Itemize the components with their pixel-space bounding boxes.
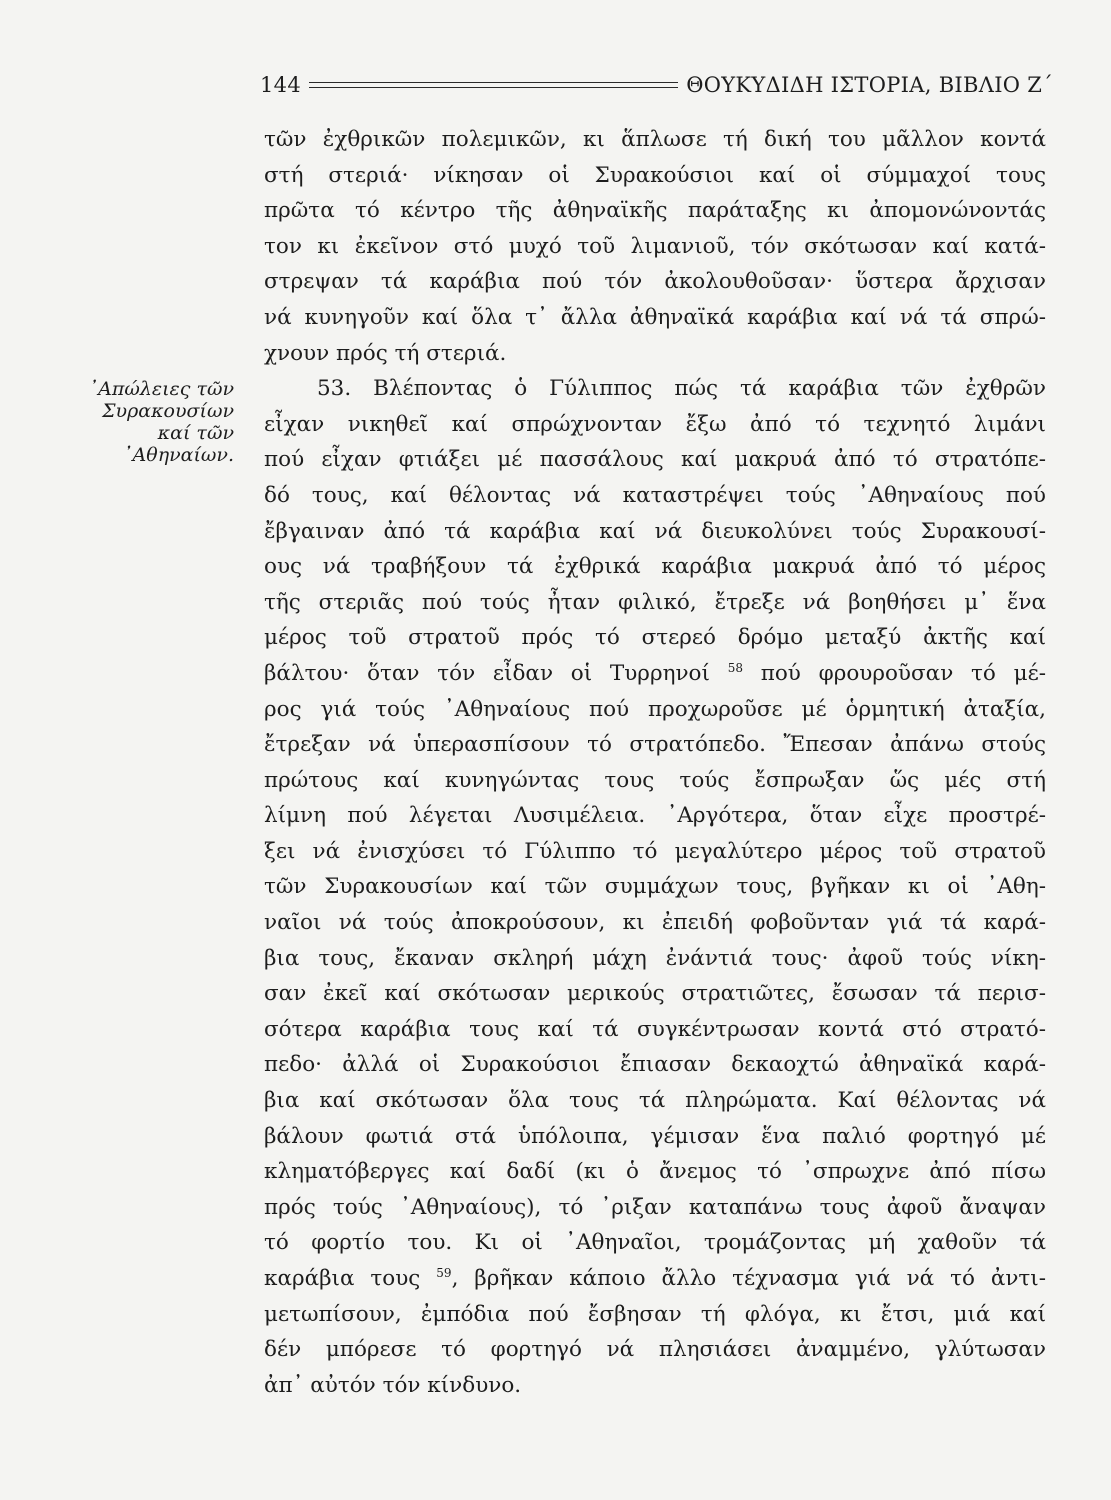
text-line: κληματόβεργες καί δαδί (κι ὁ ἄνεμος τό ᾽σπρωχνε ἀπό πίσω <box>264 1159 1046 1185</box>
text-line: ἔτρεξαν νά ὑπερασπίσουν τό στρατόπεδο. Ἔπεσαν ἀπάνω στούς <box>264 732 1046 758</box>
text-segment: καράβια τους <box>264 1266 421 1291</box>
text-line: πεδο· ἀλλά οἱ Συρακούσιοι ἔπιασαν δεκαοχτώ ἀθηναϊκά καρά- <box>264 1052 1046 1078</box>
text-line: ους νά τραβήξουν τά ἐχθρικά καράβια μακρυά ἀπό τό μέρος <box>264 554 1046 580</box>
text-line: τό φορτίο του. Κι οἱ ᾽Αθηναῖοι, τρομάζοντας μή χαθοῦν τά <box>264 1230 1046 1256</box>
text-line: πρῶτα τό κέντρο τῆς ἀθηναϊκῆς παράταξης κι ἀπομονώνοντάς <box>264 198 1046 224</box>
text-line: νά κυνηγοῦν καί ὅλα τ᾽ ἄλλα ἀθηναϊκά καράβια καί νά τά σπρώ- <box>264 304 1046 330</box>
text-line: μέρος τοῦ στρατοῦ πρός τό στερεό δρόμο μεταξύ ἀκτῆς καί <box>264 625 1046 651</box>
text-segment: πού φρουροῦσαν τό μέ- <box>760 660 1046 686</box>
margin-note-line: Συρακουσίων <box>102 400 234 422</box>
text-line: χνουν πρός τή στεριά. <box>264 340 507 366</box>
text-line: στή στεριά· νίκησαν οἱ Συρακούσιοι καί οἱ σύμμαχοί τους <box>264 162 1046 188</box>
text-line: σαν ἐκεῖ καί σκότωσαν μερικούς στρατιῶτες, ἔσωσαν τά περισ- <box>264 981 1046 1007</box>
text-line: βάλουν φωτιά στά ὑπόλοιπα, γέμισαν ἕνα παλιό φορτηγό μέ <box>264 1123 1046 1149</box>
chapter-53-first-line: 53. Βλέποντας ὁ Γύλιππος πώς τά καράβια τῶν ἐχθρῶν <box>317 376 1046 402</box>
header-double-rule <box>309 82 678 88</box>
text-line: δό τους, καί θέλοντας νά καταστρέψει τούς ᾽Αθηναίους πού <box>264 482 1046 508</box>
footnote-ref[interactable]: 58 <box>727 660 743 675</box>
running-header <box>260 70 1053 100</box>
margin-note-line: ᾽Αθηναίων. <box>123 444 234 466</box>
text-line: ἀπ᾽ αὐτόν τόν κίνδυνο. <box>264 1372 522 1398</box>
text-line: εἶχαν νικηθεῖ καί σπρώχνονταν ἔξω ἀπό τό τεχνητό λιμάνι <box>264 411 1046 437</box>
text-line-with-note <box>264 1261 1046 1297</box>
margin-note <box>78 378 234 466</box>
text-line: σότερα καράβια τους καί τά συγκέντρωσαν κοντά στό στρατό- <box>264 1016 1046 1042</box>
text-line: τῶν ἐχθρικῶν πολεμικῶν, κι ἅπλωσε τή δική του μᾶλλον κοντά <box>264 127 1046 152</box>
margin-note-line: καί τῶν <box>157 422 234 444</box>
footnote-ref[interactable]: 59 <box>436 1265 452 1280</box>
text-line: μετωπίσουν, ἐμπόδια πού ἔσβησαν τή φλόγα, κι ἔτσι, μιά καί <box>264 1301 1046 1327</box>
page-number: 144 <box>260 73 301 97</box>
text-segment: βάλτου· ὅταν τόν εἶδαν οἱ Τυρρηνοί <box>264 660 710 686</box>
text-line: τον κι ἐκεῖνον στό μυχό τοῦ λιμανιοῦ, τόν σκότωσαν καί κατά- <box>264 233 1046 259</box>
text-line: βια καί σκότωσαν ὅλα τους τά πληρώματα. Καί θέλοντας νά <box>264 1088 1046 1114</box>
text-line: τῶν Συρακουσίων καί τῶν συμμάχων τους, βγῆκαν κι οἱ ᾽Αθη- <box>264 874 1046 900</box>
text-line: τῆς στεριᾶς πού τούς ἦταν φιλικό, ἔτρεξε νά βοηθήσει μ᾽ ἕνα <box>264 589 1046 615</box>
text-line: ἔβγαιναν ἀπό τά καράβια καί νά διευκολύνει τούς Συρακουσί- <box>264 518 1046 544</box>
running-title: ΘΟΥΚΥΔΙΔΗ ΙΣΤΟΡΙΑ, ΒΙΒΛΙΟ Ζ΄ <box>686 73 1053 97</box>
text-line: λίμνη πού λέγεται Λυσιμέλεια. ᾽Αργότερα, ὅταν εἶχε προστρέ- <box>264 803 1046 829</box>
text-line: βια τους, ἔκαναν σκληρή μάχη ἐνάντιά τους· ἀφοῦ τούς νίκη- <box>264 945 1046 971</box>
text-segment: , βρῆκαν κάποιο ἄλλο τέχνασμα γιά νά τό ἀντι- <box>451 1266 1047 1291</box>
text-line: στρεψαν τά καράβια πού τόν ἀκολουθοῦσαν· ὕστερα ἄρχισαν <box>264 269 1046 295</box>
text-line-with-note <box>264 656 1046 692</box>
margin-note-line: ᾽Απώλειες τῶν <box>88 378 234 400</box>
text-line: πρώτους καί κυνηγώντας τους τούς ἔσπρωξαν ὥς μές στή <box>264 767 1046 793</box>
main-text-block <box>264 122 1046 1403</box>
text-line: ναῖοι νά τούς ἀποκρούσουν, κι ἐπειδή φοβοῦνταν γιά τά καρά- <box>264 910 1046 936</box>
text-line: πρός τούς ᾽Αθηναίους), τό ᾽ριξαν καταπάνω τους ἀφοῦ ἄναψαν <box>264 1194 1046 1220</box>
text-line: πού εἶχαν φτιάξει μέ πασσάλους καί μακρυά ἀπό τό στρατόπε- <box>264 447 1046 473</box>
text-line: ρος γιά τούς ᾽Αθηναίους πού προχωροῦσε μέ ὁρμητική ἀταξία, <box>264 696 1046 722</box>
text-line: ξει νά ἐνισχύσει τό Γύλιππο τό μεγαλύτερο μέρος τοῦ στρατοῦ <box>264 838 1046 864</box>
text-line: δέν μπόρεσε τό φορτηγό νά πλησιάσει ἀναμμένο, γλύτωσαν <box>264 1337 1046 1363</box>
